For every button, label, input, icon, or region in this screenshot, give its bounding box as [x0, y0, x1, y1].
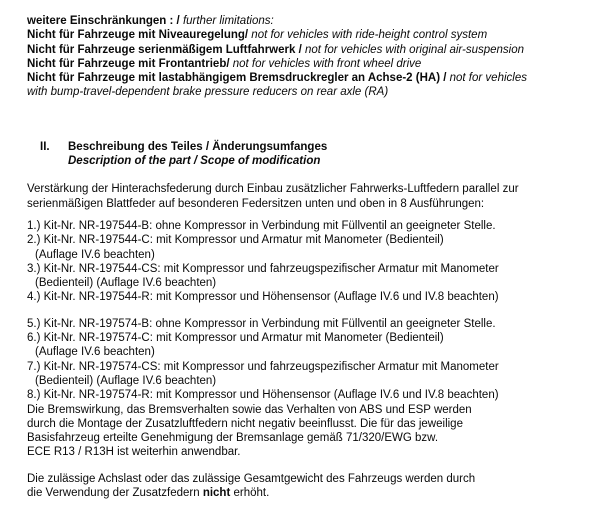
axle-load-note [27, 472, 580, 501]
text-line [27, 431, 580, 445]
text-line [27, 388, 580, 402]
text-segment: (Bedienteil) (Auflage IV.6 beachten) [35, 277, 217, 290]
text-line [27, 14, 580, 28]
text-segment: (Bedienteil) (Auflage IV.6 beachten) [35, 374, 217, 387]
text-segment: 6.) Kit-Nr. NR-197574-C: mit Kompressor und Armatur mit Manometer (Bedienteil) [27, 332, 444, 345]
text-line [27, 276, 580, 290]
kit-variants-1 [27, 219, 580, 305]
text-segment: 4.) Kit-Nr. NR-197544-R: mit Kompressor und Höhensensor (Auflage IV.6 und IV.8 beachten) [27, 291, 499, 304]
text-line [27, 331, 580, 345]
text-line [27, 317, 580, 331]
text-line [27, 360, 580, 374]
text-segment: ECE R13 / R13H ist weiterhin anwendbar. [27, 446, 241, 459]
text-segment: Die Bremswirkung, das Bremsverhalten sowie das Verhalten von ABS und ESP werden [27, 403, 472, 416]
text-segment: not for vehicles with original air-suspension [304, 43, 525, 56]
text-segment: Nicht für Fahrzeuge serienmäßigem Luftfahrwerk / [27, 43, 305, 56]
text-segment: nicht [202, 487, 231, 500]
text-segment: Verstärkung der Hinterachsfederung durch Einbau zusätzlicher Fahrwerks-Luftfedern parallel zur [27, 183, 519, 196]
text-segment: Nicht für Fahrzeuge mit Niveauregelung/ [27, 29, 252, 42]
text-segment: with bump-travel-dependent brake pressure reducers on rear axle (RA) [27, 86, 389, 99]
kit-variants-2 [27, 317, 580, 403]
text-line [27, 219, 580, 233]
text-segment: 8.) Kit-Nr. NR-197574-R: mit Kompressor und Höhensensor (Auflage IV.6 und IV.8 beachten) [27, 389, 499, 402]
text-segment: further limitations: [182, 15, 274, 27]
section-number: II. [40, 140, 50, 153]
text-line [27, 445, 580, 459]
text-line [40, 154, 580, 168]
text-line [27, 374, 580, 388]
text-line [27, 290, 580, 304]
text-segment: Die zulässige Achslast oder das zulässige Gesamtgewicht des Fahrzeugs werden durch [27, 472, 476, 485]
text-line [27, 85, 580, 99]
text-segment: (Auflage IV.6 beachten) [35, 346, 155, 359]
document-body [27, 14, 580, 500]
text-line [40, 140, 580, 154]
text-line [27, 262, 580, 276]
section-heading [40, 140, 580, 169]
text-segment: 1.) Kit-Nr. NR-197544-B: ohne Kompressor in Verbindung mit Füllventil an geeigneter Stelle. [27, 219, 496, 232]
further-limitations [27, 14, 580, 100]
text-segment: 7.) Kit-Nr. NR-197574-CS: mit Kompressor und fahrzeugspezifischer Armatur mit Manometer [27, 360, 499, 373]
text-line [27, 43, 580, 57]
text-segment: 3.) Kit-Nr. NR-197544-CS: mit Kompressor und fahrzeugspezifischer Armatur mit Manometer [27, 262, 499, 275]
text-line [27, 472, 580, 486]
text-segment: die Verwendung der Zusatzfedern [27, 487, 203, 500]
text-segment: durch die Montage der Zusatzluftfedern nicht negativ beeinflusst. Die für das jeweilige [27, 417, 463, 430]
text-segment: Basisfahrzeug erteilte Genehmigung der Bremsanlage gemäß 71/320/EWG bzw. [27, 432, 439, 445]
text-segment: (Auflage IV.6 beachten) [35, 248, 155, 261]
text-segment: Nicht für Fahrzeuge mit lastabhängigem Bremsdruckregler an Achse-2 (HA) / [27, 72, 450, 85]
brake-note [27, 403, 580, 460]
text-segment: Beschreibung des Teiles / Änderungsumfanges [68, 140, 328, 153]
text-segment: Nicht für Fahrzeuge mit Frontantrieb/ [27, 57, 233, 70]
text-line [27, 233, 580, 247]
text-segment: serienmäßigen Blattfeder auf besonderen Federsitzen unten und oben in 8 Ausführungen: [27, 197, 485, 210]
text-segment: 2.) Kit-Nr. NR-197544-C: mit Kompressor und Armatur mit Manometer (Bedienteil) [27, 234, 444, 247]
text-line [27, 71, 580, 85]
text-line [27, 57, 580, 71]
text-segment: Description of the part / Scope of modification [68, 155, 321, 168]
text-line [27, 28, 580, 42]
text-segment: not for vehicles with front wheel drive [232, 57, 422, 70]
text-line [27, 248, 580, 262]
text-line [27, 417, 580, 431]
text-segment: erhöht. [230, 487, 270, 500]
text-line [27, 403, 580, 417]
text-segment: 5.) Kit-Nr. NR-197574-B: ohne Kompressor in Verbindung mit Füllventil an geeigneter Stelle. [27, 317, 496, 330]
text-line [27, 197, 580, 211]
intro-paragraph [27, 182, 580, 211]
text-segment: not for vehicles [449, 72, 527, 85]
text-segment: weitere Einschränkungen : / [27, 15, 183, 27]
text-line [27, 486, 580, 500]
text-line [27, 345, 580, 359]
text-line [27, 182, 580, 196]
text-segment: not for vehicles with ride-height control system [251, 29, 488, 42]
